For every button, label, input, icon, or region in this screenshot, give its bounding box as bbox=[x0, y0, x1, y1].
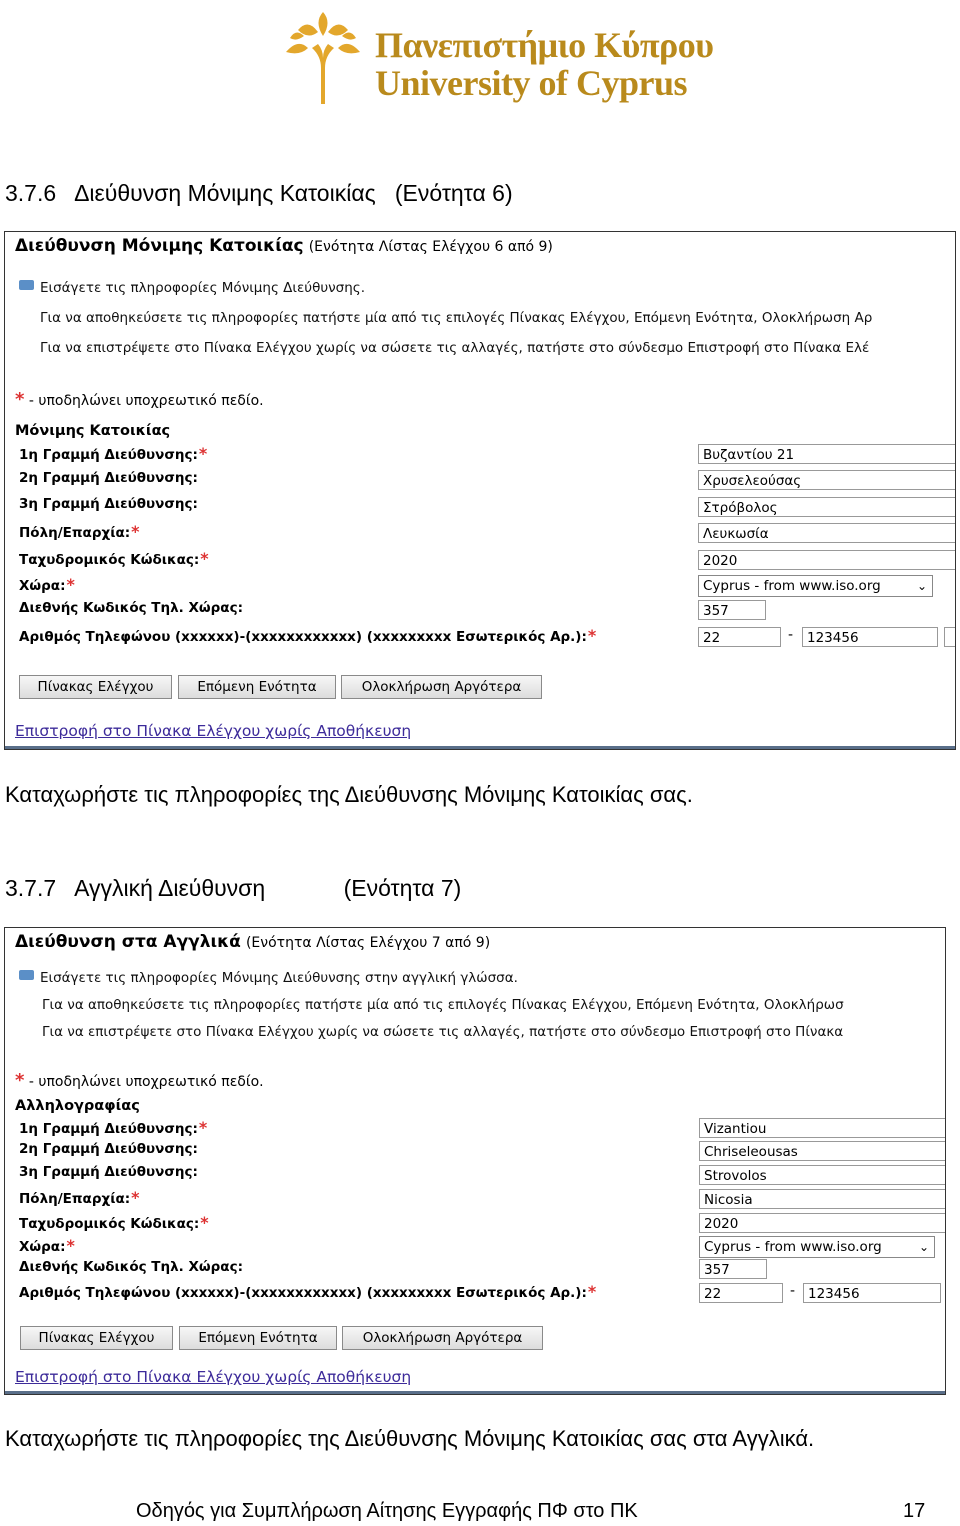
info-text-1: Εισάγετε τις πληροφορίες Μόνιμης Διεύθυνσης. bbox=[40, 280, 366, 296]
section-title-3-7-6 bbox=[5, 180, 513, 207]
address-line-2-input[interactable]: Chriseleousas bbox=[699, 1141, 946, 1161]
label-postal-code: Ταχυδρομικός Κώδικας:* bbox=[19, 1213, 209, 1232]
form-heading: Διεύθυνση στα Αγγλικά bbox=[15, 932, 241, 952]
form-subheading: (Ενότητα Λίστας Ελέγχου 7 από 9) bbox=[245, 935, 491, 951]
complete-later-button[interactable]: Ολοκλήρωση Αργότερα bbox=[342, 1326, 543, 1350]
section-label: (Ενότητα 6) bbox=[394, 180, 513, 206]
info-text-2: Για να αποθηκεύσετε τις πληροφορίες πατήστε μία από τις επιλογές Πίνακας Ελέγχου, Επόμενη Ενότητα, Ολοκλήρωσ bbox=[42, 997, 844, 1013]
form-subheading: (Ενότητα Λίστας Ελέγχου 6 από 9) bbox=[308, 239, 553, 255]
phone-separator: - bbox=[790, 1283, 796, 1299]
return-without-saving-link[interactable]: Επιστροφή στο Πίνακα Ελέγχου χωρίς Αποθήκευση bbox=[15, 1368, 412, 1386]
label-address-line-3: 3η Γραμμή Διεύθυνσης: bbox=[19, 1164, 198, 1180]
group-heading: Αλληλογραφίας bbox=[15, 1098, 140, 1114]
required-note bbox=[15, 1070, 264, 1091]
label-address-line-1: 1η Γραμμή Διεύθυνσης:* bbox=[19, 444, 208, 463]
form-heading: Διεύθυνση Μόνιμης Κατοικίας bbox=[15, 236, 304, 256]
address-line-2-input[interactable]: Χρυσελεούσας bbox=[698, 470, 956, 490]
message-bubble-icon bbox=[19, 970, 34, 980]
label-phone: Αριθμός Τηλεφώνου (xxxxxx)-(xxxxxxxxxxxx) (xxxxxxxxx Εσωτερικός Αρ.):* bbox=[19, 1282, 597, 1301]
required-star-icon: * bbox=[131, 1188, 140, 1207]
address-line-3-input[interactable]: Strovolos bbox=[699, 1165, 946, 1185]
bottom-border bbox=[5, 746, 955, 749]
country-select-value: Cyprus - from www.iso.org bbox=[703, 578, 881, 594]
chevron-down-icon: ⌄ bbox=[916, 579, 927, 593]
postal-code-input[interactable]: 2020 bbox=[698, 550, 956, 570]
phone-separator: - bbox=[788, 627, 794, 643]
page-number: 17 bbox=[903, 1500, 926, 1522]
intl-code-input[interactable]: 357 bbox=[698, 600, 766, 620]
caption-english-address: Καταχωρήστε τις πληροφορίες της Διεύθυνσης Μόνιμης Κατοικίας σας στα Αγγλικά. bbox=[5, 1426, 815, 1451]
label-intl-code: Διεθνής Κωδικός Τηλ. Χώρας: bbox=[19, 600, 243, 616]
required-star-icon: * bbox=[66, 575, 75, 594]
phone-extension-input[interactable] bbox=[944, 627, 956, 647]
required-star-icon: * bbox=[198, 1118, 208, 1137]
message-bubble-icon bbox=[19, 280, 34, 290]
info-text-2: Για να αποθηκεύσετε τις πληροφορίες πατήστε μία από τις επιλογές Πίνακας Ελέγχου, Επόμενη Ενότητα, Ολοκλήρωση Αρ bbox=[40, 310, 873, 326]
label-country: Χώρα:* bbox=[19, 575, 75, 594]
required-star-icon: * bbox=[15, 389, 25, 410]
address-line-3-input[interactable]: Στρόβολος bbox=[698, 497, 956, 517]
logo-greek-text: Πανεπιστήμιο Κύπρου bbox=[375, 25, 714, 65]
city-input[interactable]: Λευκωσία bbox=[698, 523, 956, 543]
info-message bbox=[19, 970, 518, 986]
required-star-icon: * bbox=[200, 1213, 209, 1232]
phone-area-input[interactable]: 22 bbox=[699, 1283, 783, 1303]
label-address-line-2: 2η Γραμμή Διεύθυνσης: bbox=[19, 470, 198, 486]
label-intl-code: Διεθνής Κωδικός Τηλ. Χώρας: bbox=[19, 1259, 243, 1275]
label-city: Πόλη/Επαρχία:* bbox=[19, 522, 140, 541]
required-note-text: - υποδηλώνει υποχρεωτικό πεδίο. bbox=[28, 1074, 264, 1090]
city-input[interactable]: Nicosia bbox=[699, 1189, 946, 1209]
address-line-1-input[interactable]: Βυζαντίου 21 bbox=[698, 444, 956, 464]
form-screenshot-english-address bbox=[4, 927, 946, 1395]
required-note-text: - υποδηλώνει υποχρεωτικό πεδίο. bbox=[28, 393, 264, 409]
required-star-icon: * bbox=[198, 444, 208, 463]
label-address-line-1: 1η Γραμμή Διεύθυνσης:* bbox=[19, 1118, 208, 1137]
form-header bbox=[15, 932, 490, 952]
intl-code-input[interactable]: 357 bbox=[699, 1259, 767, 1279]
label-address-line-3: 3η Γραμμή Διεύθυνσης: bbox=[19, 496, 198, 512]
info-message bbox=[19, 280, 365, 296]
next-section-button[interactable]: Επόμενη Ενότητα bbox=[179, 1326, 337, 1350]
caption-permanent-address: Καταχωρήστε τις πληροφορίες της Διεύθυνσης Μόνιμης Κατοικίας σας. bbox=[5, 782, 693, 807]
country-select[interactable] bbox=[698, 575, 933, 597]
page-footer: Οδηγός για Συμπλήρωση Αίτησης Εγγραφής ΠΦ στο ΠΚ bbox=[136, 1500, 638, 1522]
phone-number-input[interactable]: 123456 bbox=[802, 627, 938, 647]
checklist-button[interactable]: Πίνακας Ελέγχου bbox=[19, 675, 172, 699]
label-phone: Αριθμός Τηλεφώνου (xxxxxx)-(xxxxxxxxxxxx) (xxxxxxxxx Εσωτερικός Αρ.):* bbox=[19, 626, 597, 645]
info-text-3: Για να επιστρέψετε στο Πίνακα Ελέγχου χωρίς να σώσετε τις αλλαγές, πατήστε στο σύνδεσμο Επιστροφή στο Πίνακα Ελέ bbox=[40, 340, 870, 356]
section-title-3-7-7 bbox=[5, 875, 461, 902]
complete-later-button[interactable]: Ολοκλήρωση Αργότερα bbox=[341, 675, 542, 699]
required-note bbox=[15, 389, 264, 410]
address-line-1-input[interactable]: Vizantiou bbox=[699, 1118, 946, 1138]
logo-english-text: University of Cyprus bbox=[375, 63, 687, 103]
section-label: (Ενότητα 7) bbox=[343, 875, 462, 901]
required-star-icon: * bbox=[15, 1070, 25, 1091]
required-star-icon: * bbox=[131, 522, 140, 541]
section-number: 3.7.7 bbox=[5, 875, 57, 901]
required-star-icon: * bbox=[200, 549, 209, 568]
return-without-saving-link[interactable]: Επιστροφή στο Πίνακα Ελέγχου χωρίς Αποθήκευση bbox=[15, 722, 412, 740]
section-heading: Αγγλική Διεύθυνση bbox=[74, 875, 266, 901]
required-star-icon: * bbox=[587, 626, 597, 645]
section-number: 3.7.6 bbox=[5, 180, 57, 206]
checklist-button[interactable]: Πίνακας Ελέγχου bbox=[20, 1326, 173, 1350]
group-heading: Μόνιμης Κατοικίας bbox=[15, 423, 171, 439]
chevron-down-icon: ⌄ bbox=[918, 1240, 929, 1254]
label-address-line-2: 2η Γραμμή Διεύθυνσης: bbox=[19, 1141, 198, 1157]
country-select-value: Cyprus - from www.iso.org bbox=[704, 1239, 882, 1255]
label-city: Πόλη/Επαρχία:* bbox=[19, 1188, 140, 1207]
postal-code-input[interactable]: 2020 bbox=[699, 1213, 946, 1233]
info-text-1: Εισάγετε τις πληροφορίες Μόνιμης Διεύθυνσης στην αγγλική γλώσσα. bbox=[40, 970, 518, 986]
label-postal-code: Ταχυδρομικός Κώδικας:* bbox=[19, 549, 209, 568]
label-country: Χώρα:* bbox=[19, 1236, 75, 1255]
tree-logo-icon bbox=[278, 8, 368, 104]
university-logo bbox=[268, 0, 714, 112]
next-section-button[interactable]: Επόμενη Ενότητα bbox=[178, 675, 336, 699]
required-star-icon: * bbox=[587, 1282, 597, 1301]
info-text-3: Για να επιστρέψετε στο Πίνακα Ελέγχου χωρίς να σώσετε τις αλλαγές, πατήστε στο σύνδεσμο Επιστροφή στο Πίνακα bbox=[42, 1024, 844, 1040]
form-screenshot-permanent-address bbox=[4, 231, 956, 750]
required-star-icon: * bbox=[66, 1236, 75, 1255]
bottom-border bbox=[5, 1391, 945, 1394]
country-select[interactable] bbox=[699, 1236, 935, 1258]
form-header bbox=[15, 236, 553, 256]
phone-number-input[interactable]: 123456 bbox=[803, 1283, 941, 1303]
phone-area-input[interactable]: 22 bbox=[698, 627, 781, 647]
section-heading: Διεύθυνση Μόνιμης Κατοικίας bbox=[74, 180, 376, 206]
